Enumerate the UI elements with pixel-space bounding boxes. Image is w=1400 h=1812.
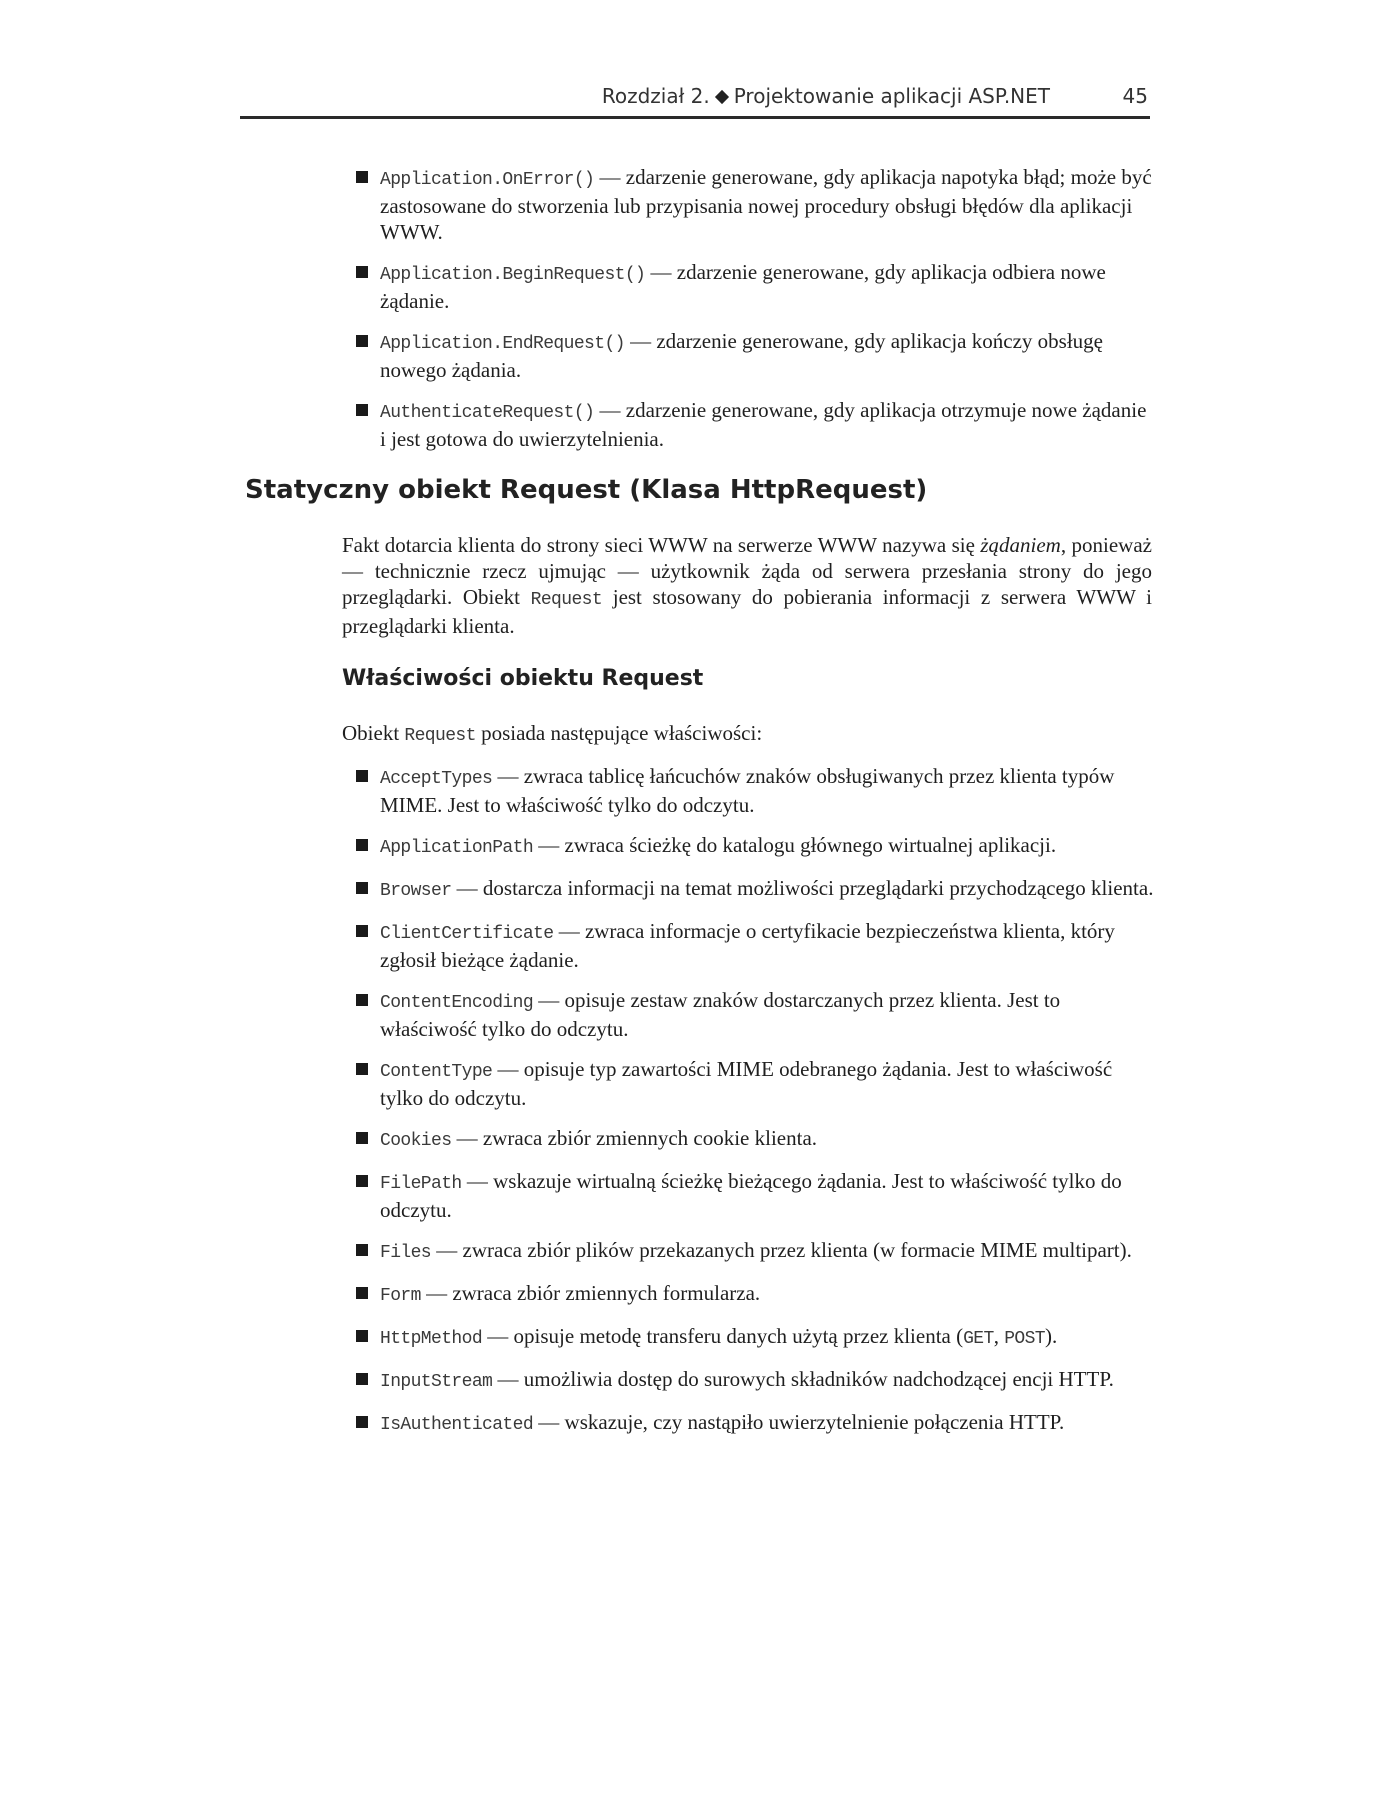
emphasis-term: żądaniem [980,533,1061,557]
running-title [602,84,1050,108]
item-description: — zdarzenie generowane, gdy aplikacja otrzymuje nowe żądanie i jest gotowa do uwierzytelnienia. [380,398,1147,451]
code-term: AuthenticateRequest() [380,403,595,423]
list-item [356,1409,1156,1438]
list-item [356,763,1156,818]
paragraph-text: , ponieważ — technicznie rzecz ujmując — użytkownik żąda od serwera przesłania strony do jego przeglądarki. Obiekt [342,533,1152,609]
square-bullet-icon [356,1175,368,1187]
code-term: ClientCertificate [380,924,554,944]
page-number: 45 [1122,84,1148,108]
list-item [356,918,1156,973]
square-bullet-icon [356,1330,368,1342]
list-item [356,397,1156,452]
code-term: FilePath [380,1174,462,1194]
item-description: — opisuje metodę transferu danych użytą przez klienta ( [482,1324,964,1348]
code-term: HttpMethod [380,1329,483,1349]
item-description: — umożliwia dostęp do surowych składników nadchodzącej encji HTTP. [492,1367,1114,1391]
page-header [240,80,1150,119]
item-description: — wskazuje wirtualną ścieżkę bieżącego żądania. Jest to właściwość tylko do odczytu. [380,1169,1122,1222]
item-description: — zwraca tablicę łańcuchów znaków obsługiwanych przez klienta typów MIME. Jest to właściwość tylko do odczytu. [380,764,1115,817]
square-bullet-icon [356,171,368,183]
item-description: — zdarzenie generowane, gdy aplikacja napotyka błąd; może być zastosowane do stworzenia lub przypisania nowej procedury obsługi błędów dla aplikacji WWW. [380,165,1152,244]
square-bullet-icon [356,994,368,1006]
item-description: ). [1045,1324,1058,1348]
item-description: — zwraca zbiór zmiennych formularza. [420,1281,761,1305]
square-bullet-icon [356,925,368,937]
square-bullet-icon [356,770,368,782]
list-item [356,1125,1156,1154]
event-list [356,164,1156,466]
list-item [356,832,1156,861]
list-item [356,1323,1156,1352]
chapter-title: Projektowanie aplikacji ASP.NET [733,84,1050,108]
intro-text: posiada następujące właściwości: [475,721,763,745]
square-bullet-icon [356,882,368,894]
code-term: ApplicationPath [380,838,534,858]
list-item [356,1168,1156,1223]
section-heading: Statyczny obiekt Request (Klasa HttpRequest) [245,475,928,505]
code-term: Form [380,1286,421,1306]
item-description: , [993,1324,1005,1348]
code-term: Files [380,1243,432,1263]
property-list [356,763,1156,1452]
code-term: ContentType [380,1062,493,1082]
item-description: — zdarzenie generowane, gdy aplikacja odbiera nowe żądanie. [380,260,1106,313]
square-bullet-icon [356,335,368,347]
square-bullet-icon [356,1416,368,1428]
code-term: IsAuthenticated [380,1415,534,1435]
item-description: — opisuje typ zawartości MIME odebranego żądania. Jest to właściwość tylko do odczytu. [380,1057,1113,1110]
code-term: InputStream [380,1372,493,1392]
square-bullet-icon [356,1244,368,1256]
square-bullet-icon [356,1063,368,1075]
intro-text: Obiekt [342,721,405,745]
code-term: Request [530,590,603,610]
list-item [356,259,1156,314]
code-term: GET [963,1329,994,1349]
list-item [356,328,1156,383]
paragraph-text: jest stosowany do pobierania informacji z serwera WWW i przeglądarki klienta. [342,585,1152,638]
code-term: ContentEncoding [380,993,534,1013]
code-term: Application.EndRequest() [380,334,625,354]
code-term: Browser [380,881,452,901]
section-paragraph [342,532,1152,639]
item-description: — opisuje zestaw znaków dostarczanych przez klienta. Jest to właściwość tylko do odczytu. [380,988,1061,1041]
code-term: Cookies [380,1131,452,1151]
list-item [356,1056,1156,1111]
item-description: — zwraca informacje o certyfikacie bezpieczeństwa klienta, który zgłosił bieżące żądanie. [380,919,1115,972]
code-term: AcceptTypes [380,769,493,789]
item-description: — zwraca zbiór zmiennych cookie klienta. [451,1126,818,1150]
list-item [356,1366,1156,1395]
list-item [356,164,1156,245]
chapter-label: Rozdział 2. [601,84,710,108]
list-item [356,1280,1156,1309]
item-description: — zwraca ścieżkę do katalogu głównego wirtualnej aplikacji. [533,833,1057,857]
list-item [356,1237,1156,1266]
subsection-heading: Właściwości obiektu Request [342,666,704,691]
square-bullet-icon [356,266,368,278]
paragraph-text: Fakt dotarcia klienta do strony sieci WWW na serwerze WWW nazywa się [342,533,981,557]
code-term: Application.OnError() [380,170,595,190]
item-description: — zwraca zbiór plików przekazanych przez klienta (w formacie MIME multipart). [431,1238,1132,1262]
square-bullet-icon [356,404,368,416]
square-bullet-icon [356,1287,368,1299]
item-description: — wskazuje, czy nastąpiło uwierzytelnienie połączenia HTTP. [533,1410,1065,1434]
item-description: — dostarcza informacji na temat możliwości przeglądarki przychodzącego klienta. [451,876,1154,900]
subsection-intro [342,720,1152,749]
square-bullet-icon [356,1373,368,1385]
list-item [356,875,1156,904]
diamond-icon [715,89,729,103]
code-term: POST [1004,1329,1046,1349]
item-description: — zdarzenie generowane, gdy aplikacja kończy obsługę nowego żądania. [380,329,1103,382]
list-item [356,987,1156,1042]
square-bullet-icon [356,1132,368,1144]
code-term: Request [404,726,476,746]
code-term: Application.BeginRequest() [380,265,646,285]
square-bullet-icon [356,839,368,851]
